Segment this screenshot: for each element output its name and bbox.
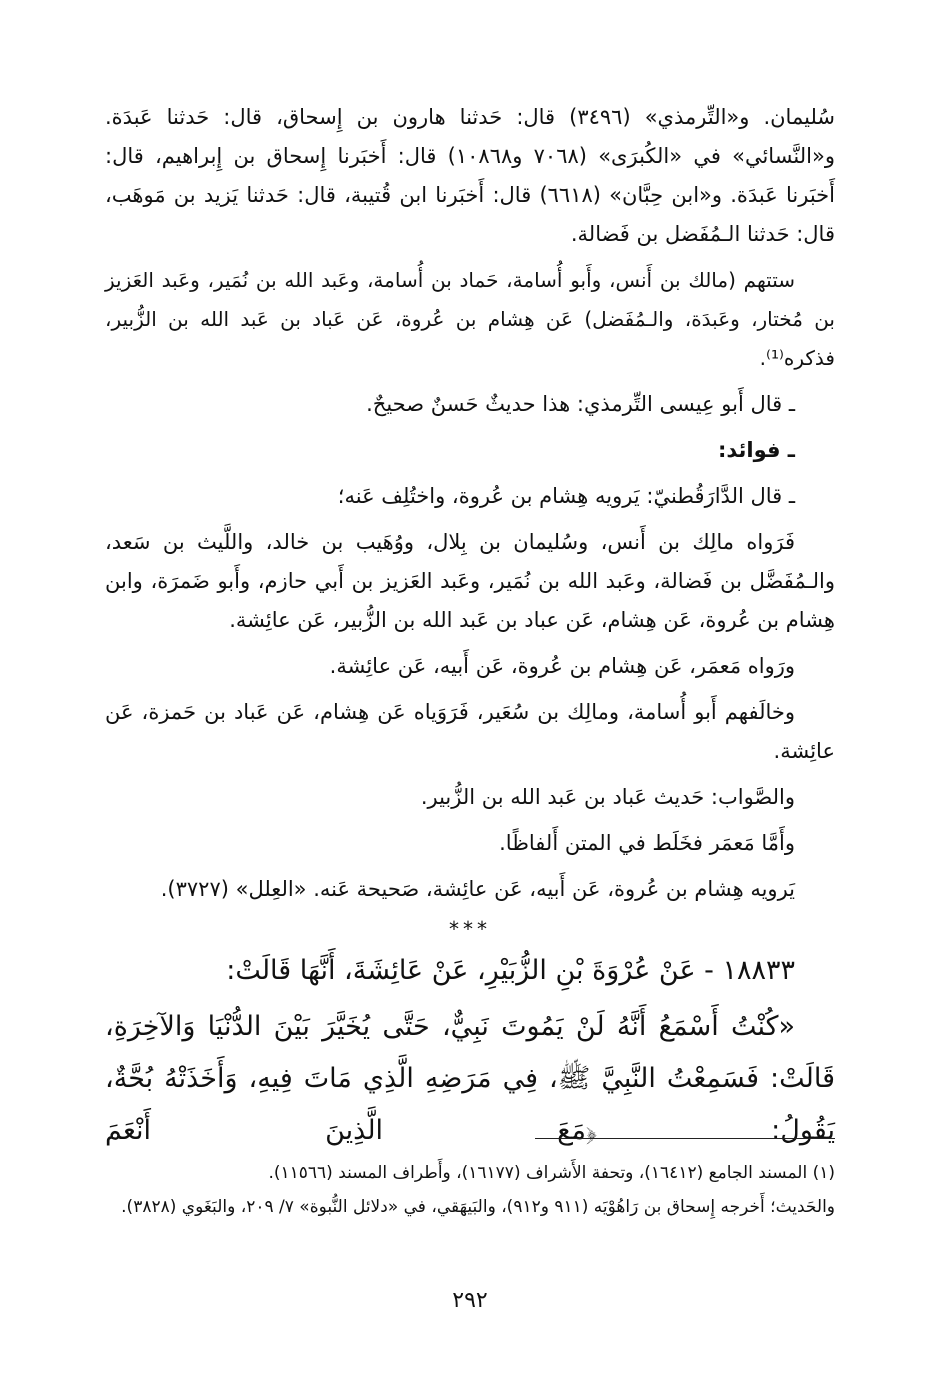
- correct-view: والصَّواب: حَديث عَباد بن عَبد الله بن الزُّبير.: [420, 785, 795, 809]
- daraqutni-quote: ـ قال الدَّارَقُطنيّ: يَرويه هِشام بن عُروة، واختُلِف عَنه؛: [337, 484, 795, 508]
- narrators-paragraph: فَرَواه مالِك بن أَنس، وسُليمان بن بِلال، ووُهَيب بن خالد، واللَّيث بن سَعد، والـمُفَضَّل بن فَضالة، وعَبد الله بن نُمَير، وعَبد العَزيز بن أَبي حازم، وأَبو ضَمرَة، وابن هِشام بن عُروة، عَن هِشام، عَن عباد بن عَبد الله بن الزُّبير، عَن عائِشة.: [105, 530, 835, 632]
- disagreement-paragraph: وخالَفهم أَبو أُسامة، ومالِك بن سُعَير، فَرَوَياه عَن هِشام، عَن عَباد بن حَمزة، عَن عائِشة.: [105, 700, 835, 763]
- section-separator: ***: [449, 917, 491, 941]
- hadith-text: «كُنْتُ أَسْمَعُ أَنَّهُ لَنْ يَمُوتَ نَبِيٌّ، حَتَّى يُخَيَّرَ بَيْنَ الدُّنْيَا وَالآخِرَةِ، قَالَتْ: فَسَمِعْتُ النَّبِيَّ ﷺ، فِي مَرَضِهِ الَّذِي مَاتَ فِيهِ، وَأَخَذَتْهُ بُحَّةٌ، يَقُولُ: ﴿مَعَ الَّذِينَ أَنْعَمَ: [105, 1011, 835, 1146]
- hadith-number-heading: ١٨٨٣٣ - عَنْ عُرْوَةَ بْنِ الزُّبَيْرِ، عَنْ عَائِشَةَ، أَنَّهَا قَالَتْ:: [226, 955, 795, 986]
- takhrij-summary-paragraph: ستتهم (مالك بن أَنس، وأَبو أُسامة، حَماد بن أُسامة، وعَبد الله بن نُمَير، وعَبد العَزيز بن مُختار، وعَبدَة، والـمُفَضل) عَن هِشام بن عُروة، عَن عَباد بن عَبد الله بن الزُّبير، فذكره⁽¹⁾.: [105, 268, 835, 370]
- ilal-reference: يَرويه هِشام بن عُروة، عَن أَبيه، عَن عائِشة، صَحيحة عَنه. «العِلل» (٣٧٢٧).: [160, 877, 795, 901]
- takhrij-paragraph-1: سُليمان. و«التِّرمذي» (٣٤٩٦) قال: حَدثنا هارون بن إِسحاق، قال: حَدثنا عَبدَة. و«النَّسائي» في «الكُبرَى» (٧٠٦٨ و١٠٨٦٨) قال: أَخبَرنا إِسحاق بن إِبراهيم، قال: أَخبَرنا عَبدَة. و«ابن حِبَّان» (٦٦١٨) قال: أَخبَرنا ابن قُتيبة، قال: حَدثنا يَزيد بن مَوهَب، قال: حَدثنا الـمُفَضل بن فَضالة.: [105, 105, 835, 246]
- document-page: [105, 98, 835, 1343]
- footnote-2: والحَديث؛ أَخرجه إِسحاق بن رَاهُوْيَه (٩١١ و٩١٢)، والبَيهَقي، في «دلائل النُّبوة» ٧/ ٢٠٩، والبَغَوي (٣٨٢٨).: [121, 1197, 835, 1217]
- tirmidhi-grading: ـ قال أَبو عِيسى التِّرمذي: هذا حديثٌ حَسنٌ صحيحٌ.: [366, 392, 795, 416]
- footnote-divider: [535, 1138, 835, 1139]
- page-number: ٢٩٢: [452, 1288, 488, 1313]
- mamar-mixing: وأَمَّا مَعمَر فخَلَط في المتن أَلفاظًا.: [499, 831, 795, 855]
- mamar-narration: ورَواه مَعمَر، عَن هِشام بن عُروة، عَن أَبيه، عَن عائِشة.: [329, 654, 795, 678]
- footnote-1: (١) المسند الجامع (١٦٤١٢)، وتحفة الأَشراف (١٦١٧٧)، وأَطراف المسند (١١٥٦٦).: [268, 1163, 835, 1183]
- fawaid-heading: ـ فوائد:: [717, 438, 795, 462]
- footnotes: [105, 1156, 835, 1224]
